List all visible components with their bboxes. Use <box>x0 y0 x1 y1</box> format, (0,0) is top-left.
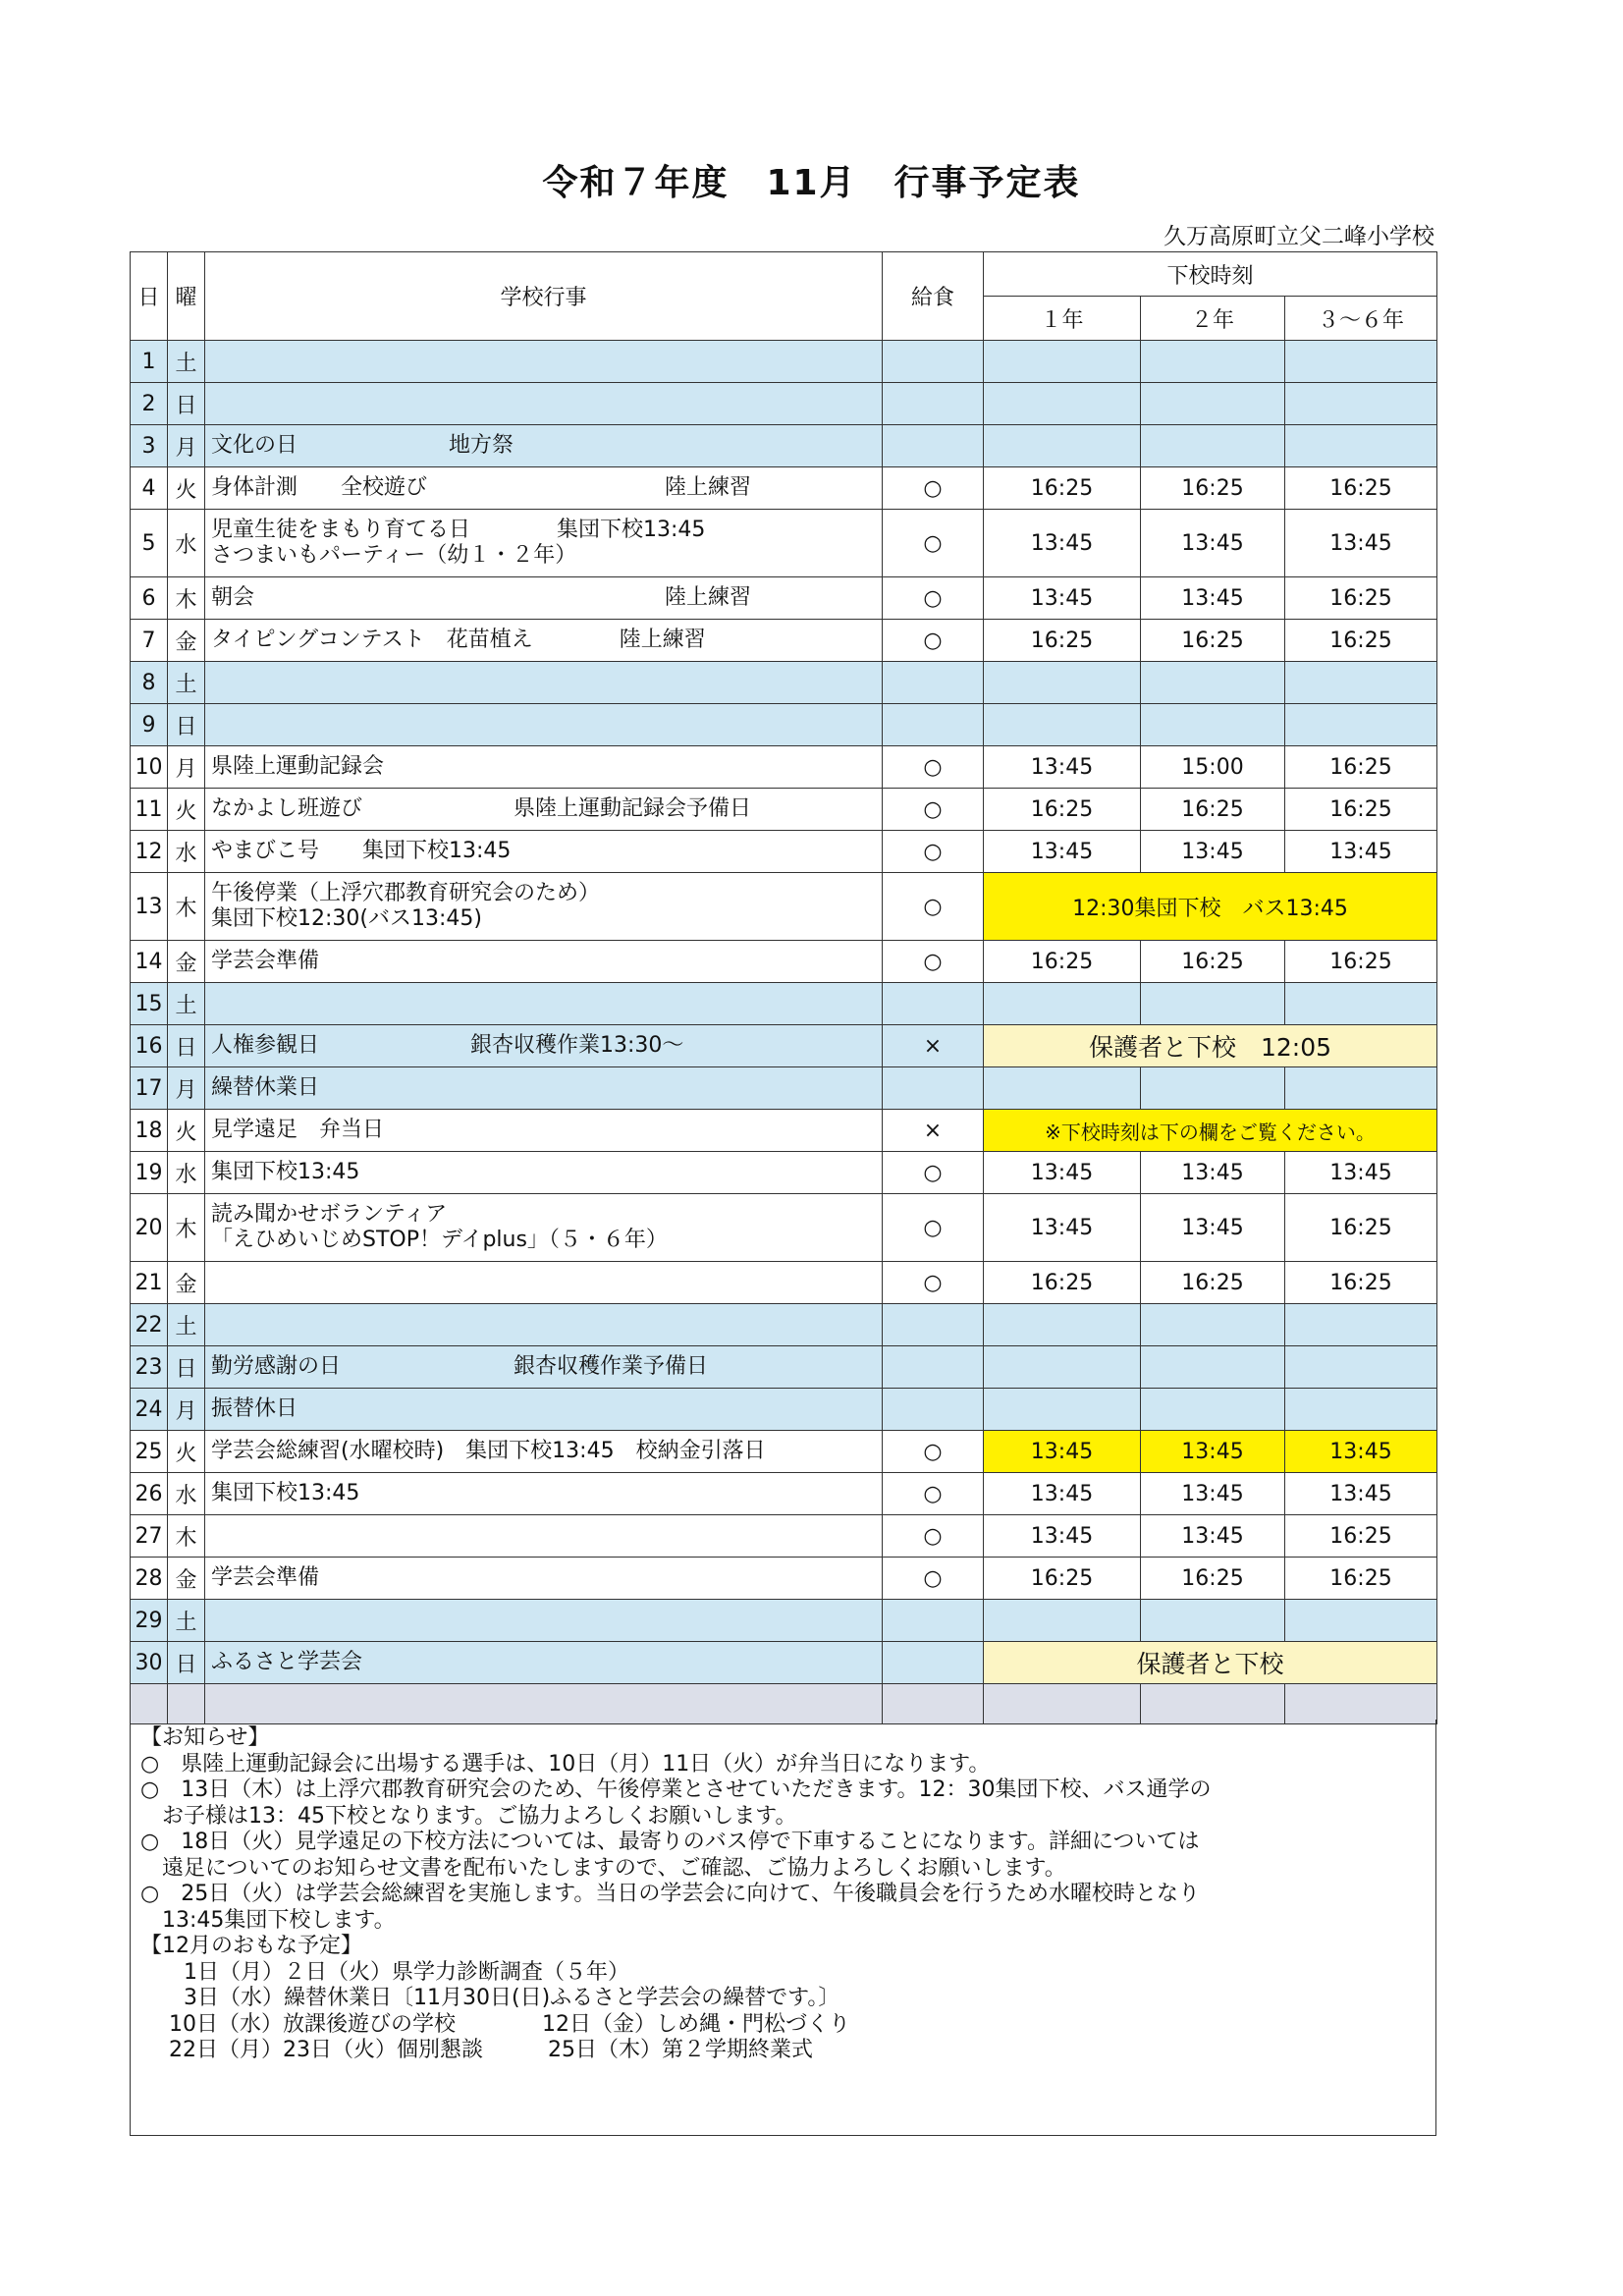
notice-line: 1日（月）２日（火）県学力診断調査（５年） <box>140 1959 629 1985</box>
event-text: 文化の日 地方祭 <box>211 433 514 458</box>
event-cell <box>205 620 883 662</box>
day-cell: 7 <box>131 620 168 662</box>
lunch-cell <box>883 1304 984 1346</box>
time-grade1: 13:45 <box>984 746 1141 789</box>
lunch-cell <box>883 1346 984 1389</box>
weekday-cell: 火 <box>168 467 205 510</box>
time-grade36 <box>1285 425 1437 467</box>
lunch-cell: ○ <box>883 1152 984 1194</box>
time-grade1: 13:45 <box>984 1152 1141 1194</box>
weekday-cell: 日 <box>168 1642 205 1684</box>
event-text: なかよし班遊び 県陸上運動記録会予備日 <box>211 796 752 821</box>
time-grade2 <box>1141 704 1285 746</box>
weekday-cell: 水 <box>168 510 205 577</box>
day-cell: 29 <box>131 1600 168 1642</box>
time-grade2: 16:25 <box>1141 620 1285 662</box>
time-grade1: 13:45 <box>984 577 1141 620</box>
blank-cell <box>131 1684 168 1724</box>
school-name: 久万高原町立父二峰小学校 <box>1163 224 1434 249</box>
table-row <box>131 383 1437 425</box>
table-row <box>131 510 1437 577</box>
lunch-cell: ○ <box>883 831 984 873</box>
time-grade2: 13:45 <box>1141 1194 1285 1262</box>
time-grade2: 13:45 <box>1141 1431 1285 1473</box>
time-grade2 <box>1141 425 1285 467</box>
lunch-cell <box>883 383 984 425</box>
lunch-cell: ○ <box>883 1473 984 1515</box>
event-cell <box>205 1067 883 1110</box>
blank-cell <box>1285 1684 1437 1724</box>
time-grade36: 16:25 <box>1285 620 1437 662</box>
header-grade2: ２年 <box>1141 297 1285 341</box>
event-cell <box>205 662 883 704</box>
dismissal-merged-cell: 12:30集団下校 バス13:45 <box>984 873 1437 941</box>
event-cell <box>205 510 883 577</box>
time-grade36 <box>1285 1304 1437 1346</box>
table-row <box>131 1389 1437 1431</box>
time-grade1 <box>984 1600 1141 1642</box>
day-cell: 18 <box>131 1110 168 1152</box>
lunch-cell <box>883 704 984 746</box>
page-title: 令和７年度 11月 行事予定表 <box>542 163 1081 203</box>
event-cell <box>205 1304 883 1346</box>
event-cell <box>205 1110 883 1152</box>
time-grade2: 16:25 <box>1141 1558 1285 1600</box>
table-row <box>131 341 1437 383</box>
time-grade2: 13:45 <box>1141 1152 1285 1194</box>
weekday-cell: 土 <box>168 1600 205 1642</box>
table-row <box>131 1152 1437 1194</box>
day-cell: 23 <box>131 1346 168 1389</box>
event-cell <box>205 341 883 383</box>
time-grade36 <box>1285 1346 1437 1389</box>
event-cell <box>205 1431 883 1473</box>
table-row <box>131 941 1437 983</box>
time-grade2 <box>1141 1304 1285 1346</box>
blank-cell <box>205 1684 883 1724</box>
day-cell: 14 <box>131 941 168 983</box>
time-grade36: 13:45 <box>1285 1431 1437 1473</box>
time-grade36 <box>1285 662 1437 704</box>
table-row <box>131 1558 1437 1600</box>
time-grade1: 16:25 <box>984 620 1141 662</box>
event-text: 集団下校13:45 <box>211 1481 360 1505</box>
time-grade36: 16:25 <box>1285 1558 1437 1600</box>
weekday-cell: 水 <box>168 831 205 873</box>
lunch-cell <box>883 341 984 383</box>
time-grade36 <box>1285 983 1437 1025</box>
blank-cell <box>168 1684 205 1724</box>
weekday-cell: 火 <box>168 1110 205 1152</box>
day-cell: 28 <box>131 1558 168 1600</box>
day-cell: 13 <box>131 873 168 941</box>
weekday-cell: 水 <box>168 1152 205 1194</box>
day-cell: 15 <box>131 983 168 1025</box>
time-grade1 <box>984 704 1141 746</box>
notice-line: ○ 25日（火）は学芸会総練習を実施します。当日の学芸会に向けて、午後職員会を行うため水曜校時となり <box>140 1882 1200 1906</box>
day-cell: 27 <box>131 1515 168 1558</box>
event-cell <box>205 467 883 510</box>
event-text: 繰替休業日 <box>211 1075 320 1100</box>
time-grade36: 16:25 <box>1285 1262 1437 1304</box>
time-grade1: 16:25 <box>984 789 1141 831</box>
weekday-cell: 日 <box>168 383 205 425</box>
lunch-cell: ○ <box>883 1431 984 1473</box>
day-cell: 3 <box>131 425 168 467</box>
weekday-cell: 月 <box>168 746 205 789</box>
lunch-cell <box>883 983 984 1025</box>
time-grade36: 13:45 <box>1285 831 1437 873</box>
notice-box <box>130 1720 1436 2136</box>
table-row <box>131 1473 1437 1515</box>
day-cell: 5 <box>131 510 168 577</box>
event-cell <box>205 746 883 789</box>
table-row <box>131 873 1437 941</box>
weekday-cell: 日 <box>168 1025 205 1067</box>
time-grade36: 16:25 <box>1285 1515 1437 1558</box>
time-grade1 <box>984 1067 1141 1110</box>
time-grade2: 16:25 <box>1141 467 1285 510</box>
time-grade1: 13:45 <box>984 1194 1141 1262</box>
time-grade36: 16:25 <box>1285 941 1437 983</box>
notice-line: 13:45集団下校します。 <box>140 1907 396 1933</box>
header-grade36: ３～６年 <box>1285 297 1437 341</box>
time-grade1: 13:45 <box>984 1473 1141 1515</box>
table-row <box>131 467 1437 510</box>
notice-line: ○ 18日（火）見学遠足の下校方法については、最寄りのバス停で下車することになります。詳細については <box>140 1830 1200 1854</box>
weekday-cell: 金 <box>168 620 205 662</box>
event-text: 集団下校12:30(バス13:45) <box>211 906 482 931</box>
time-grade36 <box>1285 704 1437 746</box>
blank-cell <box>984 1684 1141 1724</box>
lunch-cell <box>883 1642 984 1684</box>
day-cell: 19 <box>131 1152 168 1194</box>
day-cell: 17 <box>131 1067 168 1110</box>
notice-line: 遠足についてのお知らせ文書を配布いたしますので、ご確認、ご協力よろしくお願いします。 <box>140 1855 1066 1881</box>
lunch-cell <box>883 662 984 704</box>
event-cell <box>205 383 883 425</box>
header-grade1: １年 <box>984 297 1141 341</box>
weekday-cell: 土 <box>168 662 205 704</box>
dismissal-merged-cell: 保護者と下校 <box>984 1642 1437 1684</box>
header-events: 学校行事 <box>205 252 883 341</box>
day-cell: 20 <box>131 1194 168 1262</box>
time-grade2 <box>1141 983 1285 1025</box>
time-grade1 <box>984 425 1141 467</box>
event-cell <box>205 704 883 746</box>
blank-cell <box>1141 1684 1285 1724</box>
event-text: ふるさと学芸会 <box>211 1650 363 1674</box>
notice-line: 22日（月）23日（火）個別懇談 25日（木）第２学期終業式 <box>140 2038 813 2062</box>
weekday-cell: 月 <box>168 1067 205 1110</box>
weekday-cell: 木 <box>168 577 205 620</box>
day-cell: 12 <box>131 831 168 873</box>
time-grade1: 16:25 <box>984 1558 1141 1600</box>
lunch-cell <box>883 1067 984 1110</box>
time-grade2: 16:25 <box>1141 789 1285 831</box>
weekday-cell: 日 <box>168 704 205 746</box>
weekday-cell: 月 <box>168 1389 205 1431</box>
time-grade1: 16:25 <box>984 1262 1141 1304</box>
time-grade1: 13:45 <box>984 1431 1141 1473</box>
weekday-cell: 水 <box>168 1473 205 1515</box>
lunch-cell: ○ <box>883 1194 984 1262</box>
event-text: 学芸会準備 <box>211 949 320 973</box>
table-row <box>131 831 1437 873</box>
time-grade2: 13:45 <box>1141 1515 1285 1558</box>
time-grade2 <box>1141 662 1285 704</box>
header-lunch: 給食 <box>883 252 984 341</box>
event-text: 学芸会準備 <box>211 1565 320 1590</box>
day-cell: 2 <box>131 383 168 425</box>
day-cell: 22 <box>131 1304 168 1346</box>
time-grade36 <box>1285 1600 1437 1642</box>
table-row <box>131 425 1437 467</box>
table-row <box>131 704 1437 746</box>
lunch-cell: ○ <box>883 510 984 577</box>
lunch-cell: ○ <box>883 746 984 789</box>
table-row <box>131 1515 1437 1558</box>
event-cell <box>205 789 883 831</box>
blank-cell <box>883 1684 984 1724</box>
day-cell: 16 <box>131 1025 168 1067</box>
time-grade36: 16:25 <box>1285 577 1437 620</box>
event-cell <box>205 831 883 873</box>
dismissal-merged-cell: ※下校時刻は下の欄をご覧ください。 <box>984 1110 1437 1152</box>
time-grade2: 13:45 <box>1141 831 1285 873</box>
time-grade2: 13:45 <box>1141 577 1285 620</box>
event-text: 午後停業（上浮穴郡教育研究会のため） <box>211 881 601 905</box>
time-grade1: 13:45 <box>984 831 1141 873</box>
weekday-cell: 火 <box>168 789 205 831</box>
time-grade2 <box>1141 383 1285 425</box>
time-grade2 <box>1141 1389 1285 1431</box>
weekday-cell: 月 <box>168 425 205 467</box>
day-cell: 10 <box>131 746 168 789</box>
event-cell <box>205 1642 883 1684</box>
event-cell <box>205 1025 883 1067</box>
event-cell <box>205 1558 883 1600</box>
time-grade2 <box>1141 1067 1285 1110</box>
time-grade1: 16:25 <box>984 467 1141 510</box>
notice-line: 【12月のおもな予定】 <box>140 1934 362 1958</box>
event-cell <box>205 1262 883 1304</box>
weekday-cell: 土 <box>168 341 205 383</box>
event-cell <box>205 1389 883 1431</box>
table-row <box>131 1067 1437 1110</box>
weekday-cell: 木 <box>168 1515 205 1558</box>
event-text: さつまいもパーティー（幼１・２年） <box>211 543 577 568</box>
table-row <box>131 1304 1437 1346</box>
time-grade36: 16:25 <box>1285 789 1437 831</box>
day-cell: 25 <box>131 1431 168 1473</box>
event-cell <box>205 425 883 467</box>
notice-line: ○ 13日（木）は上浮穴郡教育研究会のため、午後停業とさせていただきます。12：30集団下校、バス通学の <box>140 1777 1212 1802</box>
lunch-cell: ○ <box>883 1558 984 1600</box>
lunch-cell <box>883 1600 984 1642</box>
event-text: 「えひめいじめSTOP！デイplus」（５・６年） <box>211 1228 668 1252</box>
day-cell: 30 <box>131 1642 168 1684</box>
lunch-cell: ○ <box>883 467 984 510</box>
lunch-cell <box>883 425 984 467</box>
event-cell <box>205 1194 883 1262</box>
table-row <box>131 1110 1437 1152</box>
lunch-cell: ○ <box>883 789 984 831</box>
table-row <box>131 1025 1437 1067</box>
time-grade36 <box>1285 1389 1437 1431</box>
table-row <box>131 1600 1437 1642</box>
event-text: 朝会 陸上練習 <box>211 585 752 610</box>
time-grade36: 13:45 <box>1285 1152 1437 1194</box>
weekday-cell: 土 <box>168 1304 205 1346</box>
time-grade36: 13:45 <box>1285 510 1437 577</box>
table-row <box>131 983 1437 1025</box>
notice-line: お子様は13：45下校となります。ご協力よろしくお願いします。 <box>140 1803 797 1829</box>
table-row <box>131 789 1437 831</box>
time-grade1 <box>984 1304 1141 1346</box>
table-row <box>131 1346 1437 1389</box>
lunch-cell: ○ <box>883 941 984 983</box>
time-grade1 <box>984 662 1141 704</box>
lunch-cell: ○ <box>883 1515 984 1558</box>
table-row <box>131 1431 1437 1473</box>
weekday-cell: 金 <box>168 1558 205 1600</box>
event-text: やまびこ号 集団下校13:45 <box>211 839 512 863</box>
time-grade36 <box>1285 383 1437 425</box>
event-text: 学芸会総練習(水曜校時) 集団下校13:45 校納金引落日 <box>211 1439 766 1463</box>
day-cell: 8 <box>131 662 168 704</box>
time-grade2 <box>1141 1346 1285 1389</box>
weekday-cell: 木 <box>168 1194 205 1262</box>
day-cell: 9 <box>131 704 168 746</box>
event-text: 集団下校13:45 <box>211 1160 360 1184</box>
time-grade36: 13:45 <box>1285 1473 1437 1515</box>
event-text: 県陸上運動記録会 <box>211 754 385 779</box>
dismissal-merged-cell: 保護者と下校 12:05 <box>984 1025 1437 1067</box>
lunch-cell: ○ <box>883 577 984 620</box>
time-grade2: 16:25 <box>1141 1262 1285 1304</box>
lunch-cell: ○ <box>883 620 984 662</box>
weekday-cell: 火 <box>168 1431 205 1473</box>
event-text: 見学遠足 弁当日 <box>211 1118 385 1142</box>
time-grade1 <box>984 1346 1141 1389</box>
event-text: 振替休日 <box>211 1396 298 1421</box>
time-grade2: 16:25 <box>1141 941 1285 983</box>
schedule-table <box>130 251 1437 1724</box>
day-cell: 26 <box>131 1473 168 1515</box>
notice-line: 3日（水）繰替休業日〔11月30日(日)ふるさと学芸会の繰替です。〕 <box>140 1986 840 2010</box>
notice-line: ○ 県陸上運動記録会に出場する選手は、10日（月）11日（火）が弁当日になります。 <box>140 1751 991 1777</box>
event-cell <box>205 1600 883 1642</box>
time-grade36: 16:25 <box>1285 1194 1437 1262</box>
time-grade1 <box>984 983 1141 1025</box>
event-text: 人権参観日 銀杏収穫作業13:30～ <box>211 1033 684 1058</box>
event-text: タイピングコンテスト 花苗植え 陸上練習 <box>211 628 706 652</box>
time-grade2: 13:45 <box>1141 1473 1285 1515</box>
lunch-cell: × <box>883 1025 984 1067</box>
table-row <box>131 577 1437 620</box>
lunch-cell: ○ <box>883 873 984 941</box>
event-cell <box>205 983 883 1025</box>
time-grade2: 13:45 <box>1141 510 1285 577</box>
weekday-cell: 金 <box>168 1262 205 1304</box>
day-cell: 6 <box>131 577 168 620</box>
weekday-cell: 金 <box>168 941 205 983</box>
event-cell <box>205 1152 883 1194</box>
day-cell: 24 <box>131 1389 168 1431</box>
time-grade36: 16:25 <box>1285 746 1437 789</box>
lunch-cell: ○ <box>883 1262 984 1304</box>
day-cell: 21 <box>131 1262 168 1304</box>
event-cell <box>205 1346 883 1389</box>
day-cell: 11 <box>131 789 168 831</box>
table-row <box>131 1642 1437 1684</box>
notice-line: 10日（水）放課後遊びの学校 12日（金）しめ縄・門松づくり <box>140 2011 850 2037</box>
notice-line: 【お知らせ】 <box>140 1725 270 1750</box>
header-dismissal: 下校時刻 <box>984 252 1437 297</box>
time-grade1 <box>984 1389 1141 1431</box>
day-cell: 1 <box>131 341 168 383</box>
weekday-cell: 土 <box>168 983 205 1025</box>
time-grade1: 16:25 <box>984 941 1141 983</box>
event-cell <box>205 941 883 983</box>
time-grade36: 16:25 <box>1285 467 1437 510</box>
event-cell <box>205 1515 883 1558</box>
time-grade1: 13:45 <box>984 510 1141 577</box>
weekday-cell: 日 <box>168 1346 205 1389</box>
time-grade36 <box>1285 341 1437 383</box>
table-row <box>131 662 1437 704</box>
table-row <box>131 1262 1437 1304</box>
weekday-cell: 木 <box>168 873 205 941</box>
header-weekday: 曜 <box>168 252 205 341</box>
header-day: 日 <box>131 252 168 341</box>
lunch-cell: × <box>883 1110 984 1152</box>
time-grade2 <box>1141 341 1285 383</box>
time-grade36 <box>1285 1067 1437 1110</box>
time-grade2: 15:00 <box>1141 746 1285 789</box>
time-grade2 <box>1141 1600 1285 1642</box>
time-grade1: 13:45 <box>984 1515 1141 1558</box>
blank-row <box>131 1684 1437 1724</box>
time-grade1 <box>984 341 1141 383</box>
event-cell <box>205 1473 883 1515</box>
event-text: 身体計測 全校遊び 陸上練習 <box>211 475 752 500</box>
event-cell <box>205 577 883 620</box>
event-text: 読み聞かせボランティア <box>211 1202 448 1227</box>
day-cell: 4 <box>131 467 168 510</box>
table-row <box>131 1194 1437 1262</box>
time-grade1 <box>984 383 1141 425</box>
table-row <box>131 746 1437 789</box>
event-text: 勤労感謝の日 銀杏収穫作業予備日 <box>211 1354 709 1379</box>
lunch-cell <box>883 1389 984 1431</box>
event-text: 児童生徒をまもり育てる日 集団下校13:45 <box>211 518 706 542</box>
table-row <box>131 620 1437 662</box>
event-cell <box>205 873 883 941</box>
